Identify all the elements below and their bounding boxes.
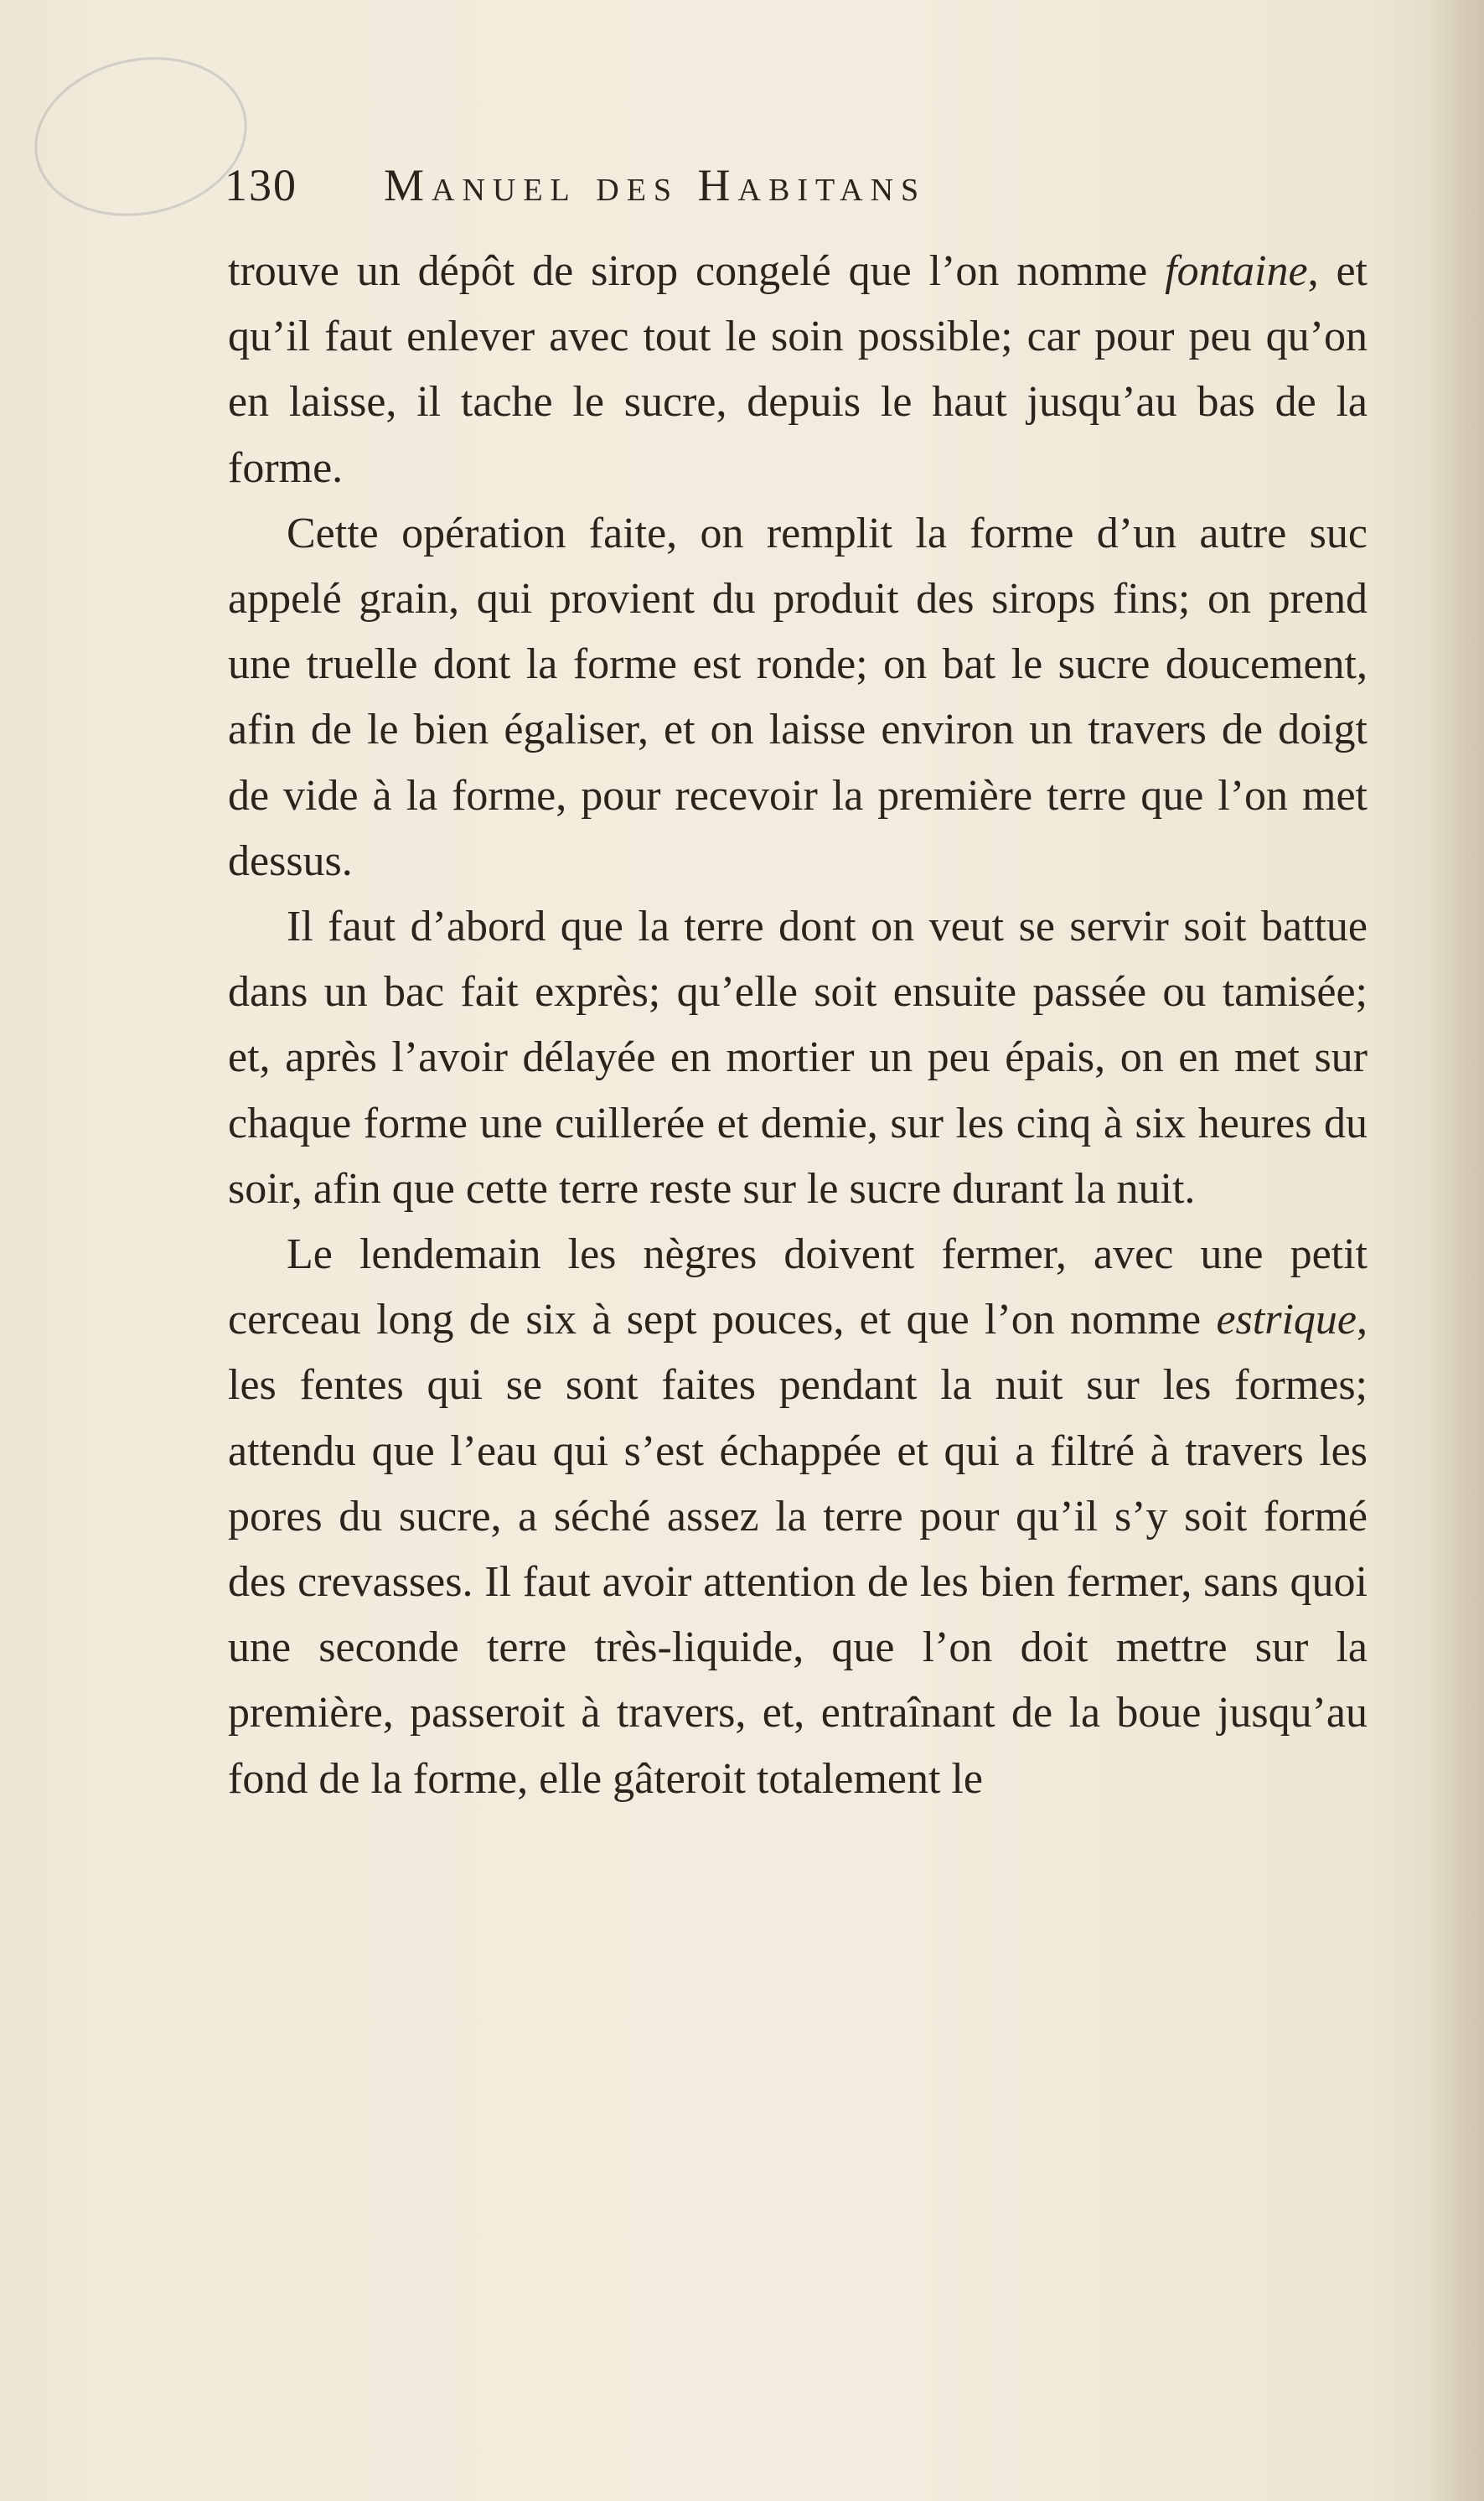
italic-term-estrique: estrique xyxy=(1216,1296,1357,1344)
italic-term-fontaine: fontaine xyxy=(1165,247,1308,295)
page-header xyxy=(225,151,1364,226)
text-segment: trouve un dépôt de sirop congelé que l’on nomme xyxy=(228,247,1166,295)
paragraph-3 xyxy=(228,894,1368,1222)
text-segment: , et qu’il faut enlever avec tout le soin possible; car pour peu qu’on en laisse, il tache le sucre, depuis le haut jusqu’au bas de la forme. xyxy=(228,247,1368,492)
text-segment: Le lendemain les nègres doivent fermer, avec une petit cerceau long de six à sept pouces, et que l’on nomme xyxy=(228,1230,1368,1344)
text-segment: Il faut d’abord que la terre dont on veut se servir soit battue dans un bac fait exprès; qu’elle soit ensuite passée ou tamisée; et, après l’avoir délayée en mortier un peu épais, on en met sur chaque forme une cuillerée et demie, sur les cinq à six heures du soir, afin que cette terre reste sur le sucre durant la nuit. xyxy=(228,903,1368,1213)
body-text xyxy=(228,239,1368,2183)
page-number: 130 xyxy=(225,160,297,210)
paragraph-1 xyxy=(228,239,1368,501)
paragraph-4 xyxy=(228,1222,1368,1812)
text-segment: Cette opération faite, on remplit la forme d’un autre suc appelé grain, qui provient du produit des sirops fins; on prend une truelle dont la forme est ronde; on bat le sucre doucement, afin de le bien égaliser, et on laisse environ un travers de doigt de vide à la forme, pour recevoir la première terre que l’on met dessus. xyxy=(228,509,1368,885)
running-title: Manuel des Habitans xyxy=(384,160,927,210)
text-segment: , les fentes qui se sont faites pendant la nuit sur les formes; attendu que l’eau qui s’est échappée et qui a filtré à travers les pores du sucre, a séché assez la terre pour qu’il s’y soit formé des crevasses. Il faut avoir attention de les bien fermer, sans quoi une seconde terre très-liquide, que l’on doit mettre sur la première, passeroit à travers, et, entraînant de la boue jusqu’au fond de la forme, elle gâteroit totalement le xyxy=(228,1296,1368,1803)
paragraph-2 xyxy=(228,501,1368,894)
page-edge-shadow xyxy=(1425,0,1484,2501)
